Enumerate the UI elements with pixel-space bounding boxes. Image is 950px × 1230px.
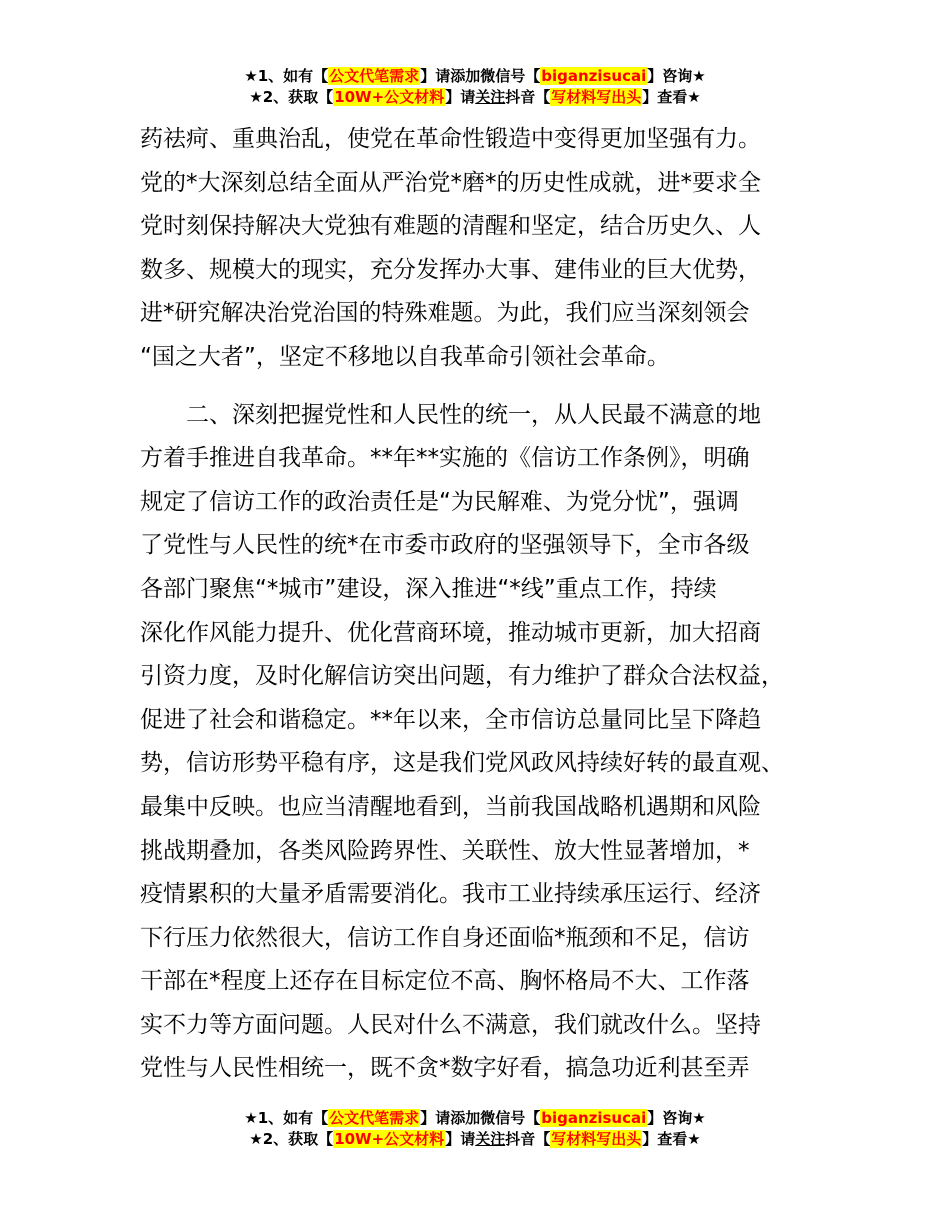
text-line: 党性与人民性相统一，既不贪*数字好看，搞急功近利甚至弄 <box>140 1055 750 1082</box>
text-line: “国之大者”，坚定不移地以自我革命引领社会革命。 <box>140 343 670 370</box>
text-line: 了党性与人民性的统*在市委市政府的坚强领导下，全市各级 <box>140 532 750 559</box>
text-line: 深化作风能力提升、优化营商环境，推动城市更新，加大招商 <box>140 619 761 646</box>
text-line: 规定了信访工作的政治责任是“为民解难、为党分忧”，强调 <box>140 488 739 515</box>
banner-text: 】咨询★ <box>647 1109 706 1127</box>
paragraph-2 <box>140 394 840 1092</box>
banner-underlined-text: 关注 <box>475 1130 506 1148</box>
text-line: 各部门聚焦“*城市”建设，深入推进“*线”重点工作，持续 <box>140 575 717 602</box>
text-line: 促进了社会和谐稳定。**年以来，全市信访总量同比呈下降趋 <box>140 706 761 733</box>
banner-text: ★2、获取【 <box>249 1130 334 1148</box>
banner-text: ★1、如有【 <box>244 67 329 85</box>
banner-text: ★2、获取【 <box>249 88 334 106</box>
text-line: 二、深刻把握党性和人民性的统一，从人民最不满意的地 <box>140 401 761 428</box>
banner-highlight: 写材料写出头 <box>551 88 642 106</box>
text-line: 党的*大深刻总结全面从严治党*磨*的历史性成就，进*要求全 <box>140 169 761 196</box>
banner-highlight: biganzisucai <box>541 67 647 85</box>
banner-text: 】请 <box>445 1130 476 1148</box>
text-line: 数多、规模大的现实，充分发挥办大事、建伟业的巨大优势， <box>140 256 761 283</box>
text-line: 党时刻保持解决大党独有难题的清醒和坚定，结合历史久、人 <box>140 213 761 240</box>
text-line: 实不力等方面问题。人民对什么不满意，我们就改什么。坚持 <box>140 1011 761 1038</box>
banner-line-1 <box>0 66 950 87</box>
banner-highlight: 10W+公文材料 <box>334 1130 445 1148</box>
paragraph-1 <box>140 118 840 380</box>
banner-highlight: biganzisucai <box>541 1109 647 1127</box>
header-banner <box>0 66 950 108</box>
banner-text: 抖音【 <box>505 88 551 106</box>
text-line: 干部在*程度上还存在目标定位不高、胸怀格局不大、工作落 <box>140 968 750 995</box>
banner-line-1 <box>0 1108 950 1129</box>
text-line: 疫情累积的大量矛盾需要消化。我市工业持续承压运行、经济 <box>140 881 761 908</box>
banner-text: 】查看★ <box>642 1130 701 1148</box>
banner-highlight: 10W+公文材料 <box>334 88 445 106</box>
text-line: 下行压力依然很大，信访工作自身还面临*瓶颈和不足，信访 <box>140 924 750 951</box>
banner-text: ★1、如有【 <box>244 1109 329 1127</box>
document-body <box>140 118 840 1091</box>
text-line: 势，信访形势平稳有序，这是我们党风政风持续好转的最直观、 <box>140 750 784 777</box>
text-line: 方着手推进自我革命。**年**实施的《信访工作条例》，明确 <box>140 445 750 472</box>
banner-text: 抖音【 <box>505 1130 551 1148</box>
banner-line-2 <box>0 87 950 108</box>
banner-text: 】请添加微信号【 <box>420 1109 541 1127</box>
footer-banner <box>0 1108 950 1150</box>
banner-text: 】请 <box>445 88 476 106</box>
banner-highlight: 公文代笔需求 <box>329 1109 420 1127</box>
banner-underlined-text: 关注 <box>475 88 506 106</box>
banner-line-2 <box>0 1129 950 1150</box>
text-line: 引资力度，及时化解信访突出问题，有力维护了群众合法权益， <box>140 663 784 690</box>
banner-highlight: 写材料写出头 <box>551 1130 642 1148</box>
text-line: 进*研究解决治党治国的特殊难题。为此，我们应当深刻领会 <box>140 300 750 327</box>
banner-text: 】请添加微信号【 <box>420 67 541 85</box>
text-line: 最集中反映。也应当清醒地看到，当前我国战略机遇期和风险 <box>140 793 761 820</box>
text-line: 药祛疴、重典治乱，使党在革命性锻造中变得更加坚强有力。 <box>140 126 761 152</box>
banner-text: 】查看★ <box>642 88 701 106</box>
text-line: 挑战期叠加，各类风险跨界性、关联性、放大性显著增加，* <box>140 837 750 864</box>
banner-text: 】咨询★ <box>647 67 706 85</box>
banner-highlight: 公文代笔需求 <box>329 67 420 85</box>
